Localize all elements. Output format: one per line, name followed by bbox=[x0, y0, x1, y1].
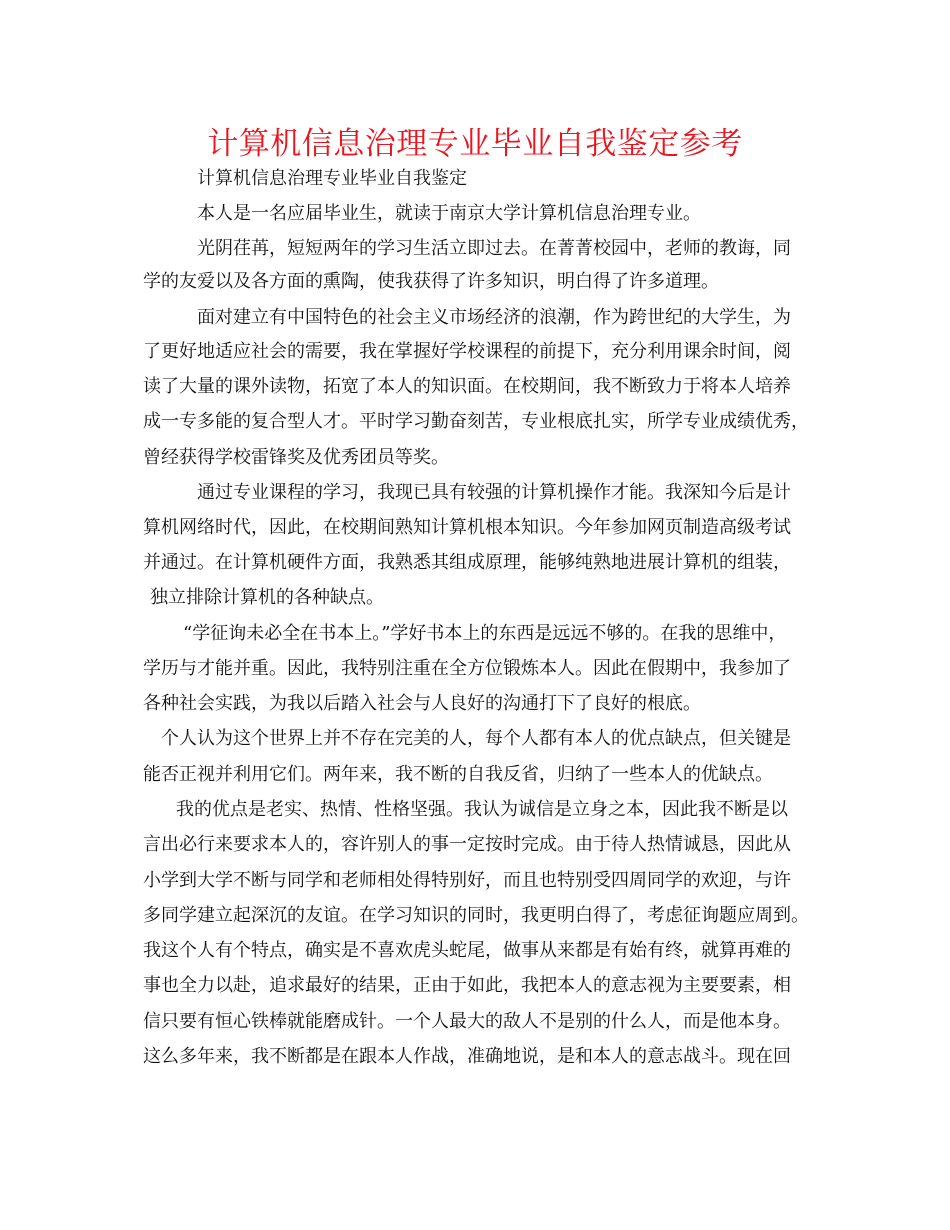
document-title: 计算机信息治理专业毕业自我鉴定参考 bbox=[207, 126, 743, 162]
text-line: 成一专多能的复合型人才。平时学习勤奋刻苦，专业根底扎实，所学专业成绩优秀， bbox=[143, 411, 809, 432]
text-line: 能否正视并利用它们。两年来，我不断的自我反省，归纳了一些本人的优缺点。 bbox=[143, 764, 773, 785]
text-line: 个人认为这个世界上并不存在完美的人，每个人都有本人的优点缺点，但关键是 bbox=[161, 728, 791, 749]
text-line: 并通过。在计算机硬件方面，我熟悉其组成原理，能够纯熟地进展计算机的组装， bbox=[143, 552, 791, 573]
text-line: 多同学建立起深沉的友谊。在学习知识的同时，我更明白得了，考虑征询题应周到。 bbox=[143, 905, 809, 926]
text-line: 这么多年来，我不断都是在跟本人作战，准确地说，是和本人的意志战斗。现在回 bbox=[143, 1046, 791, 1067]
text-line: 学的友爱以及各方面的熏陶，使我获得了许多知识，明白得了许多道理。 bbox=[143, 271, 719, 292]
text-line: 我这个人有个特点，确实是不喜欢虎头蛇尾，做事从来都是有始有终，就算再难的 bbox=[143, 940, 791, 961]
text-line: “学征询未必全在书本上。”学好书本上的东西是远远不够的。在我的思维中， bbox=[183, 623, 787, 644]
text-line: 我的优点是老实、热情、性格坚强。我认为诚信是立身之本，因此我不断是以 bbox=[176, 799, 788, 820]
text-line: 各种社会实践，为我以后踏入社会与人良好的沟通打下了良好的根底。 bbox=[143, 693, 701, 714]
text-line: 信只要有恒心铁棒就能磨成针。一个人最大的敌人不是别的什么人，而是他本身。 bbox=[143, 1011, 791, 1032]
text-line: 通过专业课程的学习，我现已具有较强的计算机操作才能。我深知今后是计 bbox=[197, 482, 791, 503]
text-line: 言出必行来要求本人的，容许别人的事一定按时完成。由于待人热情诚恳，因此从 bbox=[143, 834, 791, 855]
text-line: 光阴荏苒，短短两年的学习生活立即过去。在菁菁校园中，老师的教诲，同 bbox=[197, 238, 791, 259]
text-line: 小学到大学不断与同学和老师相处得特别好，而且也特别受四周同学的欢迎，与许 bbox=[143, 870, 791, 891]
text-line: 本人是一名应届毕业生，就读于南京大学计算机信息治理专业。 bbox=[197, 203, 701, 224]
text-line: 学历与才能并重。因此，我特别注重在全方位锻炼本人。因此在假期中，我参加了 bbox=[143, 658, 791, 679]
text-line: 独立排除计算机的各种缺点。 bbox=[150, 587, 384, 608]
text-line: 曾经获得学校雷锋奖及优秀团员等奖。 bbox=[143, 447, 449, 468]
text-line: 了更好地适应社会的需要，我在掌握好学校课程的前提下，充分利用课余时间，阅 bbox=[143, 341, 791, 362]
text-line: 事也全力以赴，追求最好的结果，正由于如此，我把本人的意志视为主要要素，相 bbox=[143, 975, 791, 996]
text-line: 算机网络时代，因此，在校期间熟知计算机根本知识。今年参加网页制造高级考试 bbox=[143, 517, 791, 538]
text-line: 面对建立有中国特色的社会主义市场经济的浪潮，作为跨世纪的大学生，为 bbox=[197, 307, 791, 328]
text-line: 计算机信息治理专业毕业自我鉴定 bbox=[197, 168, 467, 189]
text-line: 读了大量的课外读物，拓宽了本人的知识面。在校期间，我不断致力于将本人培养 bbox=[143, 376, 791, 397]
